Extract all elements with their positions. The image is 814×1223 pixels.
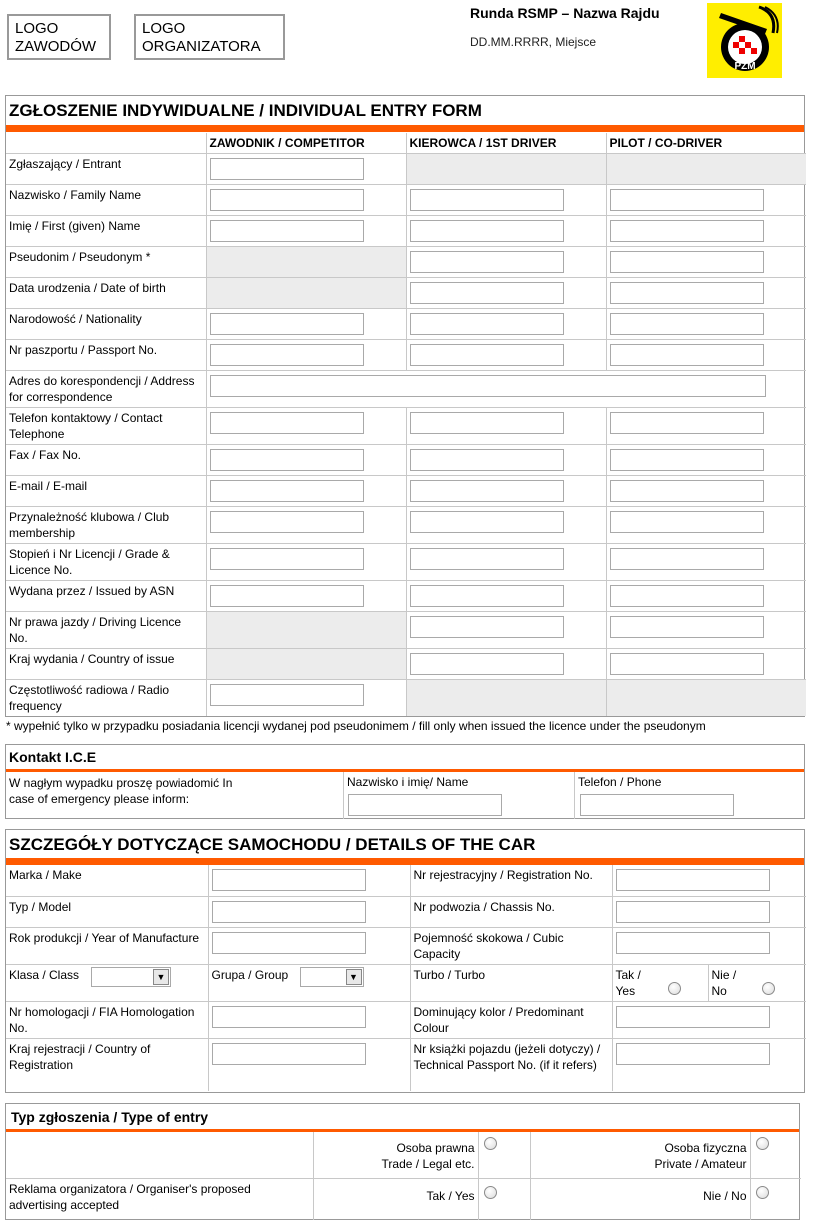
orange-divider [6, 769, 804, 772]
row-label: Narodowość / Nationality [6, 308, 206, 339]
legal-label-1: Osoba prawna [396, 1141, 475, 1155]
asn-driver-input[interactable] [410, 585, 564, 607]
row-label: Przynależność klubowa / Club membership [6, 506, 206, 543]
orange-divider [6, 858, 804, 865]
legal-label-2: Trade / Legal etc. [381, 1157, 475, 1171]
radio-frequency-input[interactable] [210, 684, 364, 706]
row-label: Telefon kontaktowy / Contact Telephone [6, 407, 206, 444]
row-label: Kraj wydania / Country of issue [6, 648, 206, 679]
make-label: Marka / Make [6, 865, 208, 896]
row-label: Data urodzenia / Date of birth [6, 277, 206, 308]
family-name-competitor-input[interactable] [210, 189, 364, 211]
country-reg-input[interactable] [212, 1043, 366, 1065]
phone-driver-input[interactable] [410, 412, 564, 434]
tech-passport-input[interactable] [616, 1043, 770, 1065]
row-label: Częstotliwość radiowa / Radio frequency [6, 679, 206, 716]
ice-title: Kontakt I.C.E [9, 749, 97, 765]
homologation-label: Nr homologacji / FIA Homologation No. [6, 1001, 208, 1038]
entry-type-section [5, 1103, 800, 1220]
car-section [5, 829, 805, 1093]
private-radio[interactable] [756, 1137, 769, 1150]
country-issue-driver-input[interactable] [410, 653, 564, 675]
club-competitor-input[interactable] [210, 511, 364, 533]
registration-input[interactable] [616, 869, 770, 891]
first-name-codriver-input[interactable] [610, 220, 764, 242]
entry-form-section [5, 95, 805, 717]
fax-driver-input[interactable] [410, 449, 564, 471]
passport-codriver-input[interactable] [610, 344, 764, 366]
chevron-down-icon: ▼ [346, 969, 362, 985]
ice-name-input[interactable] [348, 794, 502, 816]
row-label: Zgłaszający / Entrant [6, 153, 206, 184]
turbo-yes-label: Tak / Yes [615, 967, 641, 998]
passport-driver-input[interactable] [410, 344, 564, 366]
logo-competitors-placeholder: LOGO ZAWODÓW [7, 14, 111, 60]
chevron-down-icon: ▼ [153, 969, 169, 985]
row-label: Fax / Fax No. [6, 444, 206, 475]
turbo-no-label: Nie / No [711, 967, 737, 998]
advertising-no-label: Nie / No [530, 1178, 750, 1220]
tech-passport-label: Nr książki pojazdu (jeżeli dotyczy) / Technical Passport No. (if it refers) [410, 1038, 612, 1091]
country-issue-codriver-input[interactable] [610, 653, 764, 675]
family-name-codriver-input[interactable] [610, 189, 764, 211]
advertising-label: Reklama organizatora / Organiser's proposed advertising accepted [6, 1178, 313, 1220]
fax-competitor-input[interactable] [210, 449, 364, 471]
turbo-no-radio[interactable] [762, 982, 775, 995]
chassis-input[interactable] [616, 901, 770, 923]
model-label: Typ / Model [6, 896, 208, 927]
group-label: Grupa / Group [211, 967, 289, 982]
ice-phone-input[interactable] [580, 794, 734, 816]
row-label: Adres do korespondencji / Address for correspondence [6, 370, 206, 407]
ice-label: W nagłym wypadku proszę powiadomić In case of emergency please inform: [9, 776, 233, 806]
licence-competitor-input[interactable] [210, 548, 364, 570]
pzm-logo [707, 3, 782, 78]
capacity-input[interactable] [616, 932, 770, 954]
ice-section [5, 744, 805, 819]
chassis-label: Nr podwozia / Chassis No. [410, 896, 612, 927]
email-driver-input[interactable] [410, 480, 564, 502]
colour-input[interactable] [616, 1006, 770, 1028]
nationality-codriver-input[interactable] [610, 313, 764, 335]
entrant-competitor-input[interactable] [210, 158, 364, 180]
logo-organizer-placeholder: LOGO ORGANIZATORA [134, 14, 285, 60]
entry-type-table [6, 1132, 801, 1220]
driving-licence-driver-input[interactable] [410, 616, 564, 638]
entry-form-title: ZGŁOSZENIE INDYWIDUALNE / INDIVIDUAL ENTRY FORM [9, 101, 482, 120]
private-label-2: Private / Amateur [654, 1157, 747, 1171]
club-driver-input[interactable] [410, 511, 564, 533]
ice-name-label: Nazwisko i imię/ Name [347, 775, 469, 789]
capacity-label: Pojemność skokowa / Cubic Capacity [410, 927, 612, 964]
pzm-logo-text: PZM [734, 61, 756, 72]
orange-divider [6, 125, 804, 132]
legal-radio[interactable] [484, 1137, 497, 1150]
entry-table [6, 133, 806, 716]
family-name-driver-input[interactable] [410, 189, 564, 211]
turbo-yes-radio[interactable] [668, 982, 681, 995]
nationality-driver-input[interactable] [410, 313, 564, 335]
entry-type-title: Typ zgłoszenia / Type of entry [11, 1109, 209, 1125]
car-title: SZCZEGÓŁY DOTYCZĄCE SAMOCHODU / DETAILS OF THE CAR [9, 835, 536, 854]
make-input[interactable] [212, 869, 366, 891]
row-label: Stopień i Nr Licencji / Grade & Licence No. [6, 543, 206, 580]
country-reg-label: Kraj rejestracji / Country of Registration [6, 1038, 208, 1091]
rally-title: Runda RSMP – Nazwa Rajdu [470, 5, 660, 21]
row-label: Nr prawa jazdy / Driving Licence No. [6, 611, 206, 648]
driving-licence-codriver-input[interactable] [610, 616, 764, 638]
licence-driver-input[interactable] [410, 548, 564, 570]
car-table [6, 865, 806, 1091]
email-codriver-input[interactable] [610, 480, 764, 502]
pseudonym-note: * wypełnić tylko w przypadku posiadania licencji wydanej pod pseudonimem / fill only when issued the licence under the pseudonym [6, 719, 706, 733]
advertising-no-radio[interactable] [756, 1186, 769, 1199]
pseudonym-driver-input[interactable] [410, 251, 564, 273]
turbo-label: Turbo / Turbo [410, 964, 612, 1001]
class-select[interactable] [91, 967, 171, 987]
row-label: Pseudonim / Pseudonym * [6, 246, 206, 277]
ice-phone-label: Telefon / Phone [578, 775, 662, 789]
advertising-yes-label: Tak / Yes [313, 1178, 478, 1220]
dob-driver-input[interactable] [410, 282, 564, 304]
col-codriver: PILOT / CO-DRIVER [606, 133, 806, 153]
asn-competitor-input[interactable] [210, 585, 364, 607]
phone-competitor-input[interactable] [210, 412, 364, 434]
address-input[interactable] [210, 375, 766, 397]
row-label: Nazwisko / Family Name [6, 184, 206, 215]
model-input[interactable] [212, 901, 366, 923]
private-label-1: Osoba fizyczna [664, 1141, 747, 1155]
colour-label: Dominujący kolor / Predominant Colour [410, 1001, 612, 1038]
nationality-competitor-input[interactable] [210, 313, 364, 335]
passport-competitor-input[interactable] [210, 344, 364, 366]
fax-codriver-input[interactable] [610, 449, 764, 471]
pseudonym-codriver-input[interactable] [610, 251, 764, 273]
dob-codriver-input[interactable] [610, 282, 764, 304]
advertising-yes-radio[interactable] [484, 1186, 497, 1199]
col-driver: KIEROWCA / 1ST DRIVER [406, 133, 606, 153]
year-label: Rok produkcji / Year of Manufacture [6, 927, 208, 964]
club-codriver-input[interactable] [610, 511, 764, 533]
class-label: Klasa / Class [9, 967, 80, 982]
registration-label: Nr rejestracyjny / Registration No. [410, 865, 612, 896]
homologation-input[interactable] [212, 1006, 366, 1028]
licence-codriver-input[interactable] [610, 548, 764, 570]
row-label: Wydana przez / Issued by ASN [6, 580, 206, 611]
rally-date-place: DD.MM.RRRR, Miejsce [470, 35, 596, 49]
first-name-competitor-input[interactable] [210, 220, 364, 242]
col-competitor: ZAWODNIK / COMPETITOR [206, 133, 406, 153]
row-label: E-mail / E-mail [6, 475, 206, 506]
group-select[interactable] [300, 967, 364, 987]
email-competitor-input[interactable] [210, 480, 364, 502]
first-name-driver-input[interactable] [410, 220, 564, 242]
phone-codriver-input[interactable] [610, 412, 764, 434]
year-input[interactable] [212, 932, 366, 954]
row-label: Imię / First (given) Name [6, 215, 206, 246]
asn-codriver-input[interactable] [610, 585, 764, 607]
row-label: Nr paszportu / Passport No. [6, 339, 206, 370]
